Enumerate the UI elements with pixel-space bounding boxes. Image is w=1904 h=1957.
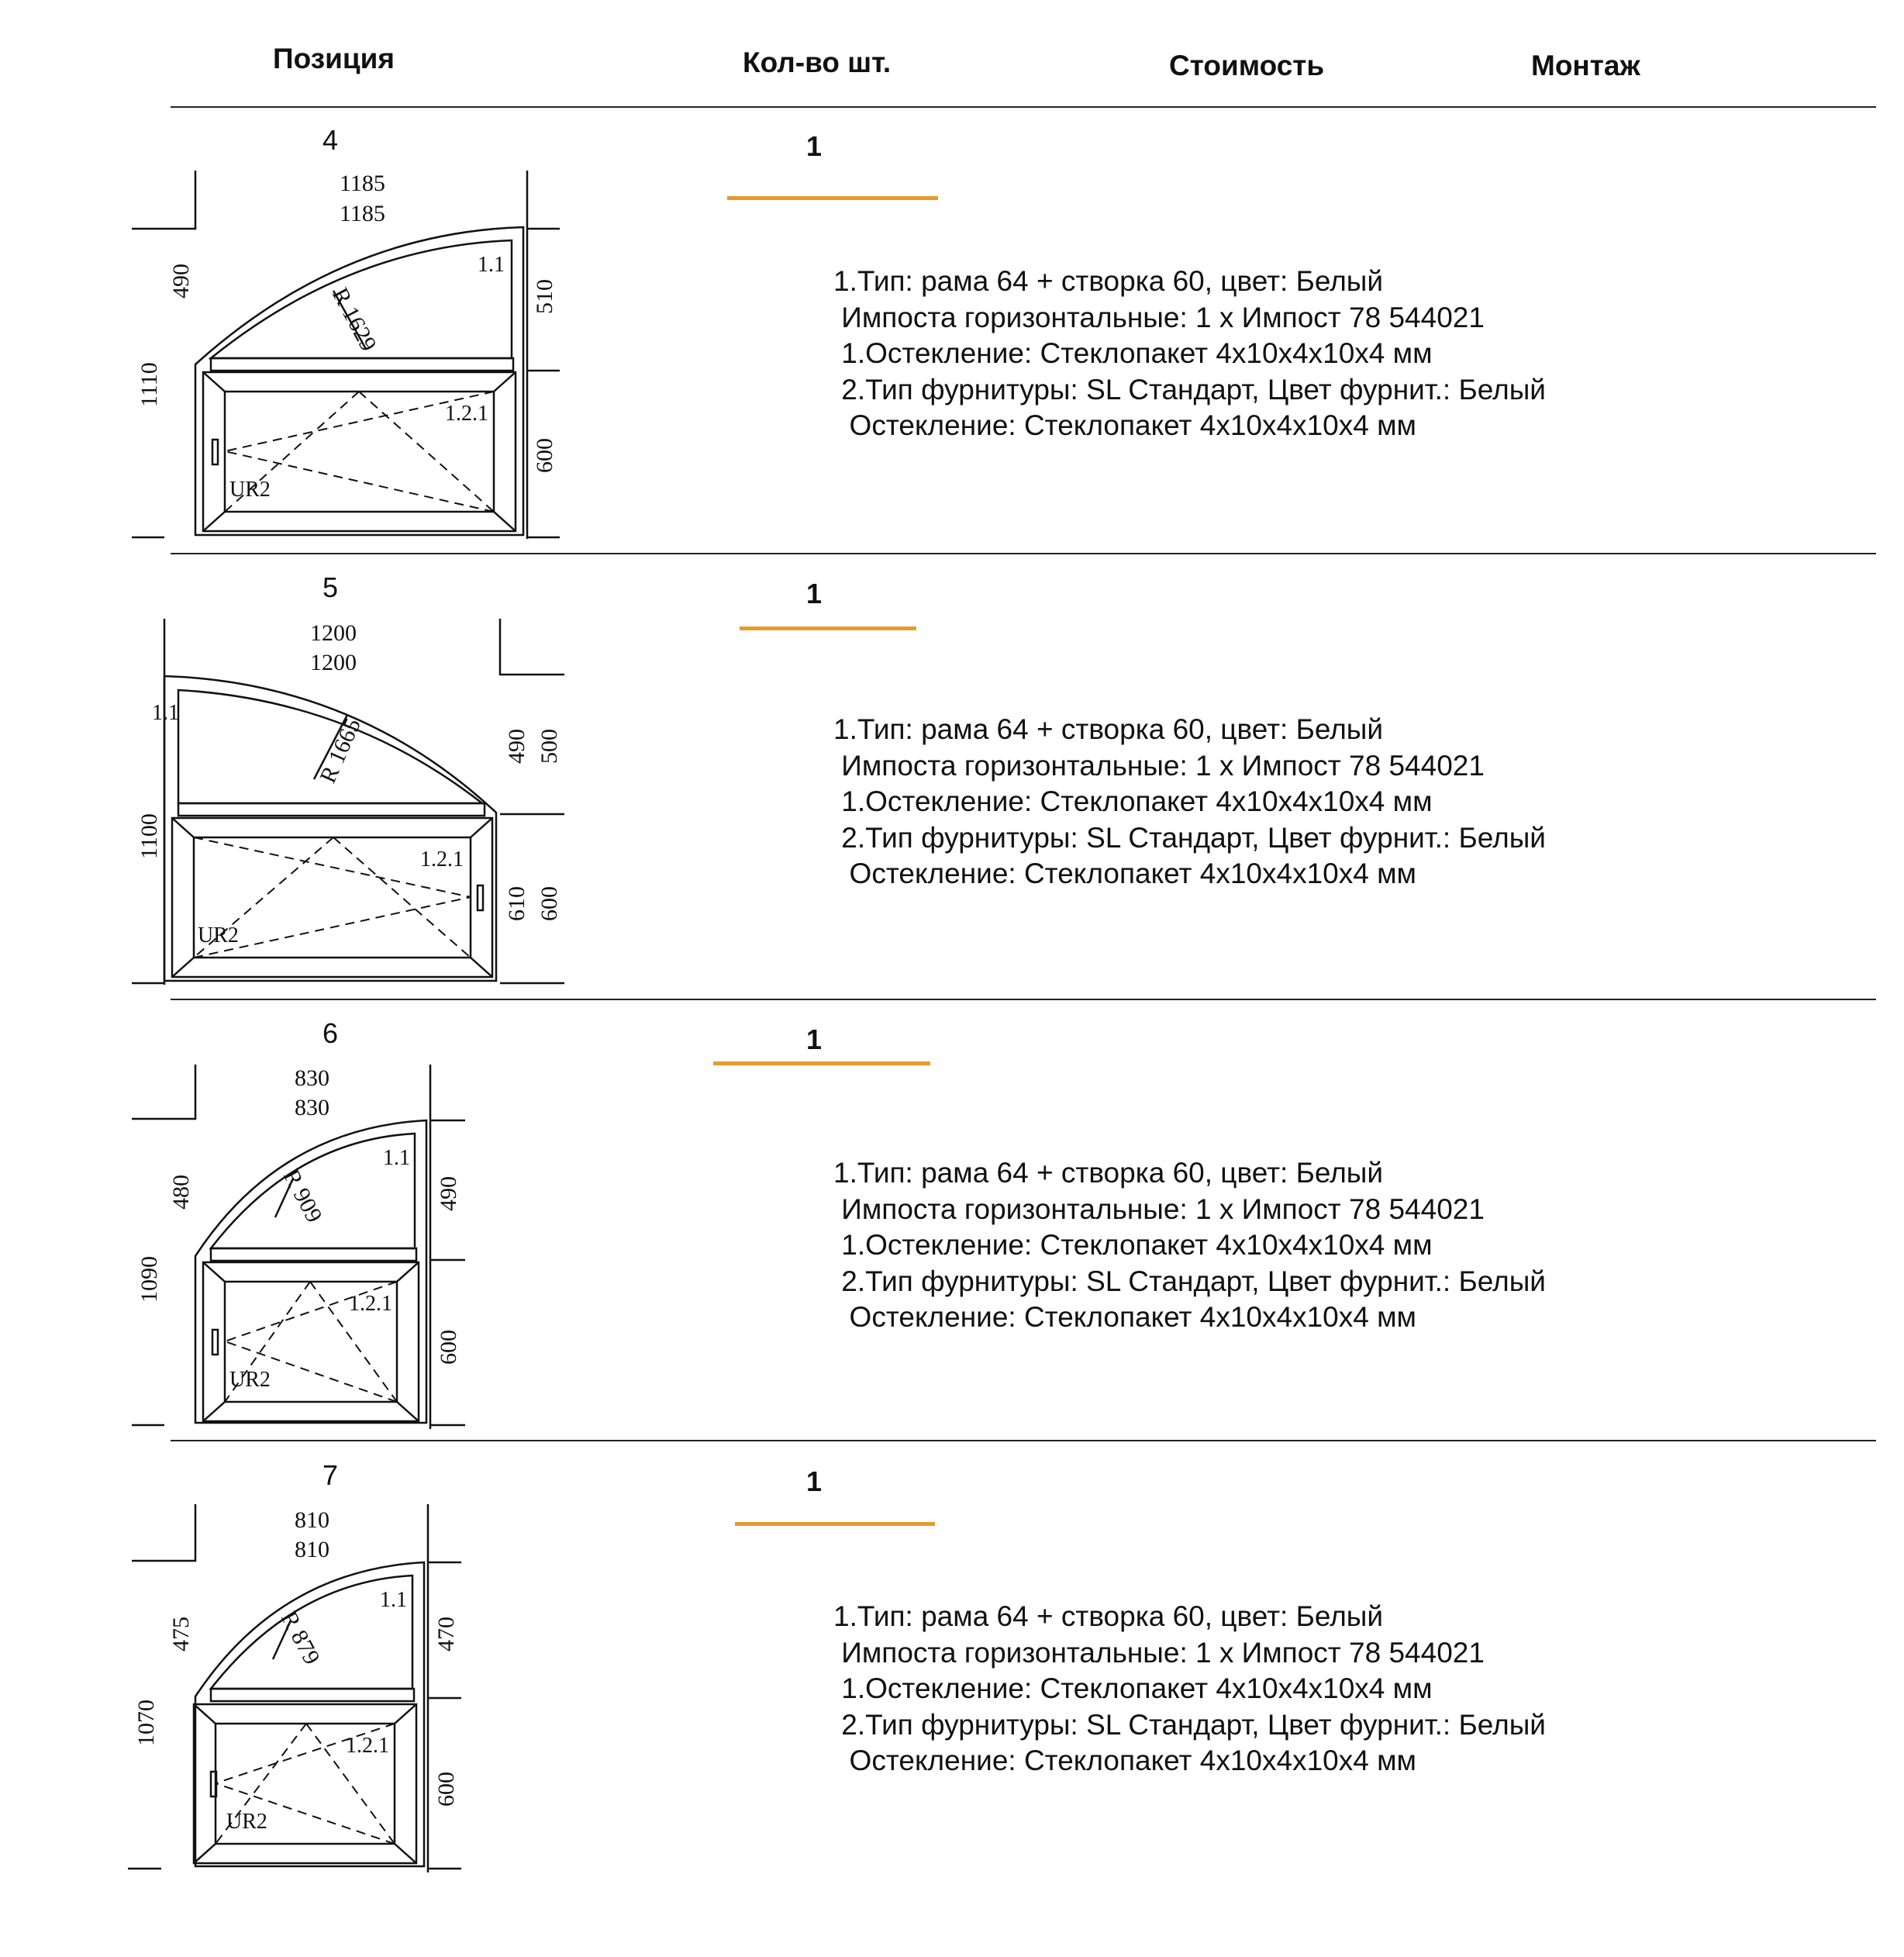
description-line: 1.Тип: рама 64 + створка 60, цвет: Белый <box>833 1157 1384 1189</box>
header-cost: Стоимость <box>1169 50 1325 81</box>
description-line: 2.Тип фурнитуры: SL Стандарт, Цвет фурнит.: Белый <box>833 373 1546 406</box>
top-glazing-label: 1.1 <box>380 1588 407 1612</box>
description-line: 1.Остекление: Стеклопакет 4x10x4x10x4 мм <box>833 785 1433 817</box>
position-number: 7 <box>323 1459 339 1491</box>
quantity-underline <box>713 1061 930 1065</box>
description-line: 1.Тип: рама 64 + створка 60, цвет: Белый <box>833 265 1384 297</box>
arch-radius: R 1665 <box>315 714 366 787</box>
header-mounting: Монтаж <box>1531 50 1640 81</box>
description-line: 1.Тип: рама 64 + створка 60, цвет: Белый <box>833 1600 1384 1632</box>
item-description <box>833 712 1546 892</box>
description-line: Импоста горизонтальные: 1 х Импост 78 544021 <box>833 1192 1485 1225</box>
sash-label: 1.2.1 <box>346 1734 389 1758</box>
description-line: 1.Остекление: Стеклопакет 4x10x4x10x4 мм <box>833 337 1433 369</box>
description-line: Импоста горизонтальные: 1 х Импост 78 544021 <box>833 749 1485 782</box>
left-total-height: 1110 <box>136 362 162 407</box>
top-glazing-label: 1.1 <box>152 701 179 725</box>
width-dimension-top: 1200 <box>310 620 357 646</box>
description-line: 1.Остекление: Стеклопакет 4x10x4x10x4 мм <box>833 1672 1433 1704</box>
description-line: 1.Остекление: Стеклопакет 4x10x4x10x4 мм <box>833 1229 1433 1261</box>
left-total-height: 1090 <box>136 1256 162 1303</box>
sash-label: 1.2.1 <box>445 402 488 426</box>
hardware-label: UR2 <box>226 1810 267 1834</box>
right-bottom-height: 600 <box>433 1772 459 1807</box>
top-glazing-label: 1.1 <box>478 253 505 277</box>
description-line: 2.Тип фурнитуры: SL Стандарт, Цвет фурнит.: Белый <box>833 1265 1546 1297</box>
right-top-height: 470 <box>433 1617 459 1652</box>
hardware-label: UR2 <box>198 923 239 947</box>
position-number: 6 <box>323 1017 339 1049</box>
top-glazing-label: 1.1 <box>383 1146 410 1170</box>
width-dimension-bottom: 1200 <box>310 650 357 675</box>
quantity-underline <box>740 626 916 630</box>
width-dimension-top: 810 <box>295 1507 329 1533</box>
item-description <box>833 1599 1546 1779</box>
width-dimension-bottom: 810 <box>295 1537 329 1562</box>
width-dimension-bottom: 1185 <box>340 201 385 226</box>
width-dimension-top: 830 <box>295 1065 329 1091</box>
sash-label: 1.2.1 <box>420 847 464 872</box>
left-arch-height: 490 <box>168 264 194 299</box>
item-description <box>833 1155 1546 1336</box>
arch-radius: R 909 <box>278 1165 328 1227</box>
description-line: Остекление: Стеклопакет 4x10x4x10x4 мм <box>833 1301 1416 1333</box>
description-line: Остекление: Стеклопакет 4x10x4x10x4 мм <box>833 409 1416 441</box>
right-arch-inner: 490 <box>504 729 529 764</box>
quantity-value: 1 <box>806 1023 823 1055</box>
left-arch-height: 480 <box>168 1175 194 1210</box>
hardware-label: UR2 <box>229 478 271 502</box>
header-position: Позиция <box>273 43 395 74</box>
description-line: Остекление: Стеклопакет 4x10x4x10x4 мм <box>833 1745 1416 1776</box>
width-dimension-bottom: 830 <box>295 1095 329 1120</box>
sash-label: 1.2.1 <box>349 1292 392 1316</box>
right-bottom-height: 600 <box>532 438 557 473</box>
right-top-height: 510 <box>532 279 557 314</box>
position-number: 4 <box>323 124 339 156</box>
quantity-underline <box>735 1522 935 1526</box>
hardware-label: UR2 <box>229 1368 271 1392</box>
window-drawing <box>0 0 620 1957</box>
width-dimension-top: 1185 <box>340 171 385 196</box>
description-line: Импоста горизонтальные: 1 х Импост 78 544021 <box>833 1636 1485 1669</box>
position-number: 5 <box>323 571 339 603</box>
description-line: Остекление: Стеклопакет 4x10x4x10x4 мм <box>833 858 1416 889</box>
right-bottom-height: 600 <box>436 1330 461 1365</box>
arch-radius: R 879 <box>275 1607 326 1669</box>
left-total-height: 1070 <box>133 1700 159 1746</box>
quantity-value: 1 <box>806 578 823 609</box>
right-bottom-inner: 610 <box>504 886 529 921</box>
description-line: 2.Тип фурнитуры: SL Стандарт, Цвет фурнит.: Белый <box>833 821 1546 854</box>
description-line: 2.Тип фурнитуры: SL Стандарт, Цвет фурнит.: Белый <box>833 1708 1546 1741</box>
arch-radius: R 1629 <box>326 283 382 356</box>
right-top-height: 490 <box>436 1176 461 1211</box>
quantity-value: 1 <box>806 1465 823 1497</box>
left-arch-height: 475 <box>168 1617 194 1652</box>
description-line: 1.Тип: рама 64 + створка 60, цвет: Белый <box>833 713 1384 745</box>
description-line: Импоста горизонтальные: 1 х Импост 78 544021 <box>833 301 1485 333</box>
left-total-height: 1100 <box>136 813 162 859</box>
right-arch-outer: 500 <box>536 729 562 764</box>
header-quantity: Кол-во шт. <box>743 47 892 78</box>
quantity-value: 1 <box>806 130 823 162</box>
right-bottom-outer: 600 <box>536 886 562 921</box>
